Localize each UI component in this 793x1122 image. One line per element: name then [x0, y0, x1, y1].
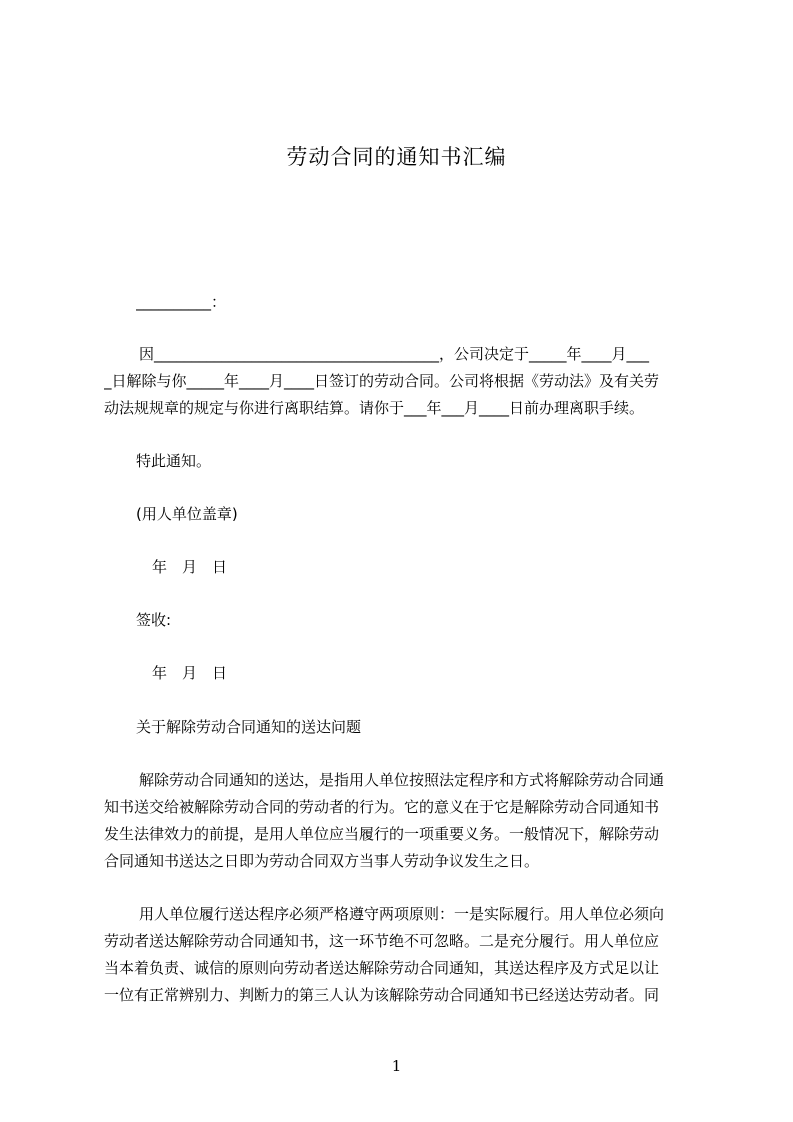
notice-line-1: 因______________________________________，公司决定于_____年____月___	[139, 345, 650, 363]
date-line-2: 年 月 日	[152, 664, 228, 682]
notice-line-3: 动法规规章的规定与你进行离职结算。请你于___年___月____日前办理离职手续。	[104, 399, 645, 417]
paragraph-1-line-2: 知书送交给被解除劳动合同的劳动者的行为。它的意义在于它是解除劳动合同通知书	[104, 798, 660, 816]
paragraph-2-line-2: 劳动者送达解除劳动合同通知书，这一环节绝不可忽略。二是充分履行。用人单位应	[104, 932, 660, 950]
paragraph-2-line-1: 用人单位履行送达程序必须严格遵守两项原则：一是实际履行。用人单位必须向	[139, 905, 665, 923]
sign-label: 签收:	[136, 611, 172, 629]
paragraph-1-line-3: 发生法律效力的前提，是用人单位应当履行的一项重要义务。一般情况下，解除劳动	[104, 825, 660, 843]
document-title: 劳动合同的通知书汇编	[286, 145, 507, 169]
salutation-line: __________：	[136, 293, 227, 311]
closing-text: 特此通知。	[136, 452, 212, 470]
paragraph-1-line-4: 合同通知书送达之日即为劳动合同双方当事人劳动争议发生之日。	[104, 852, 540, 870]
seal-text: (用人单位盖章)	[136, 505, 238, 523]
paragraph-2-line-4: 一位有正常辨别力、判断力的第三人认为该解除劳动合同通知书已经送达劳动者。同	[104, 986, 660, 1004]
paragraph-2-line-3: 当本着负责、诚信的原则向劳动者送达解除劳动合同通知，其送达程序及方式足以让	[104, 959, 660, 977]
page-number: 1	[391, 1057, 402, 1075]
section-heading: 关于解除劳动合同通知的送达问题	[136, 718, 362, 736]
paragraph-1-line-1: 解除劳动合同通知的送达，是指用人单位按照法定程序和方式将解除劳动合同通	[139, 771, 665, 789]
date-line-1: 年 月 日	[152, 558, 228, 576]
notice-line-2: _日解除与你_____年____月____日签订的劳动合同。公司将根据《劳动法》及有关劳	[104, 372, 660, 390]
